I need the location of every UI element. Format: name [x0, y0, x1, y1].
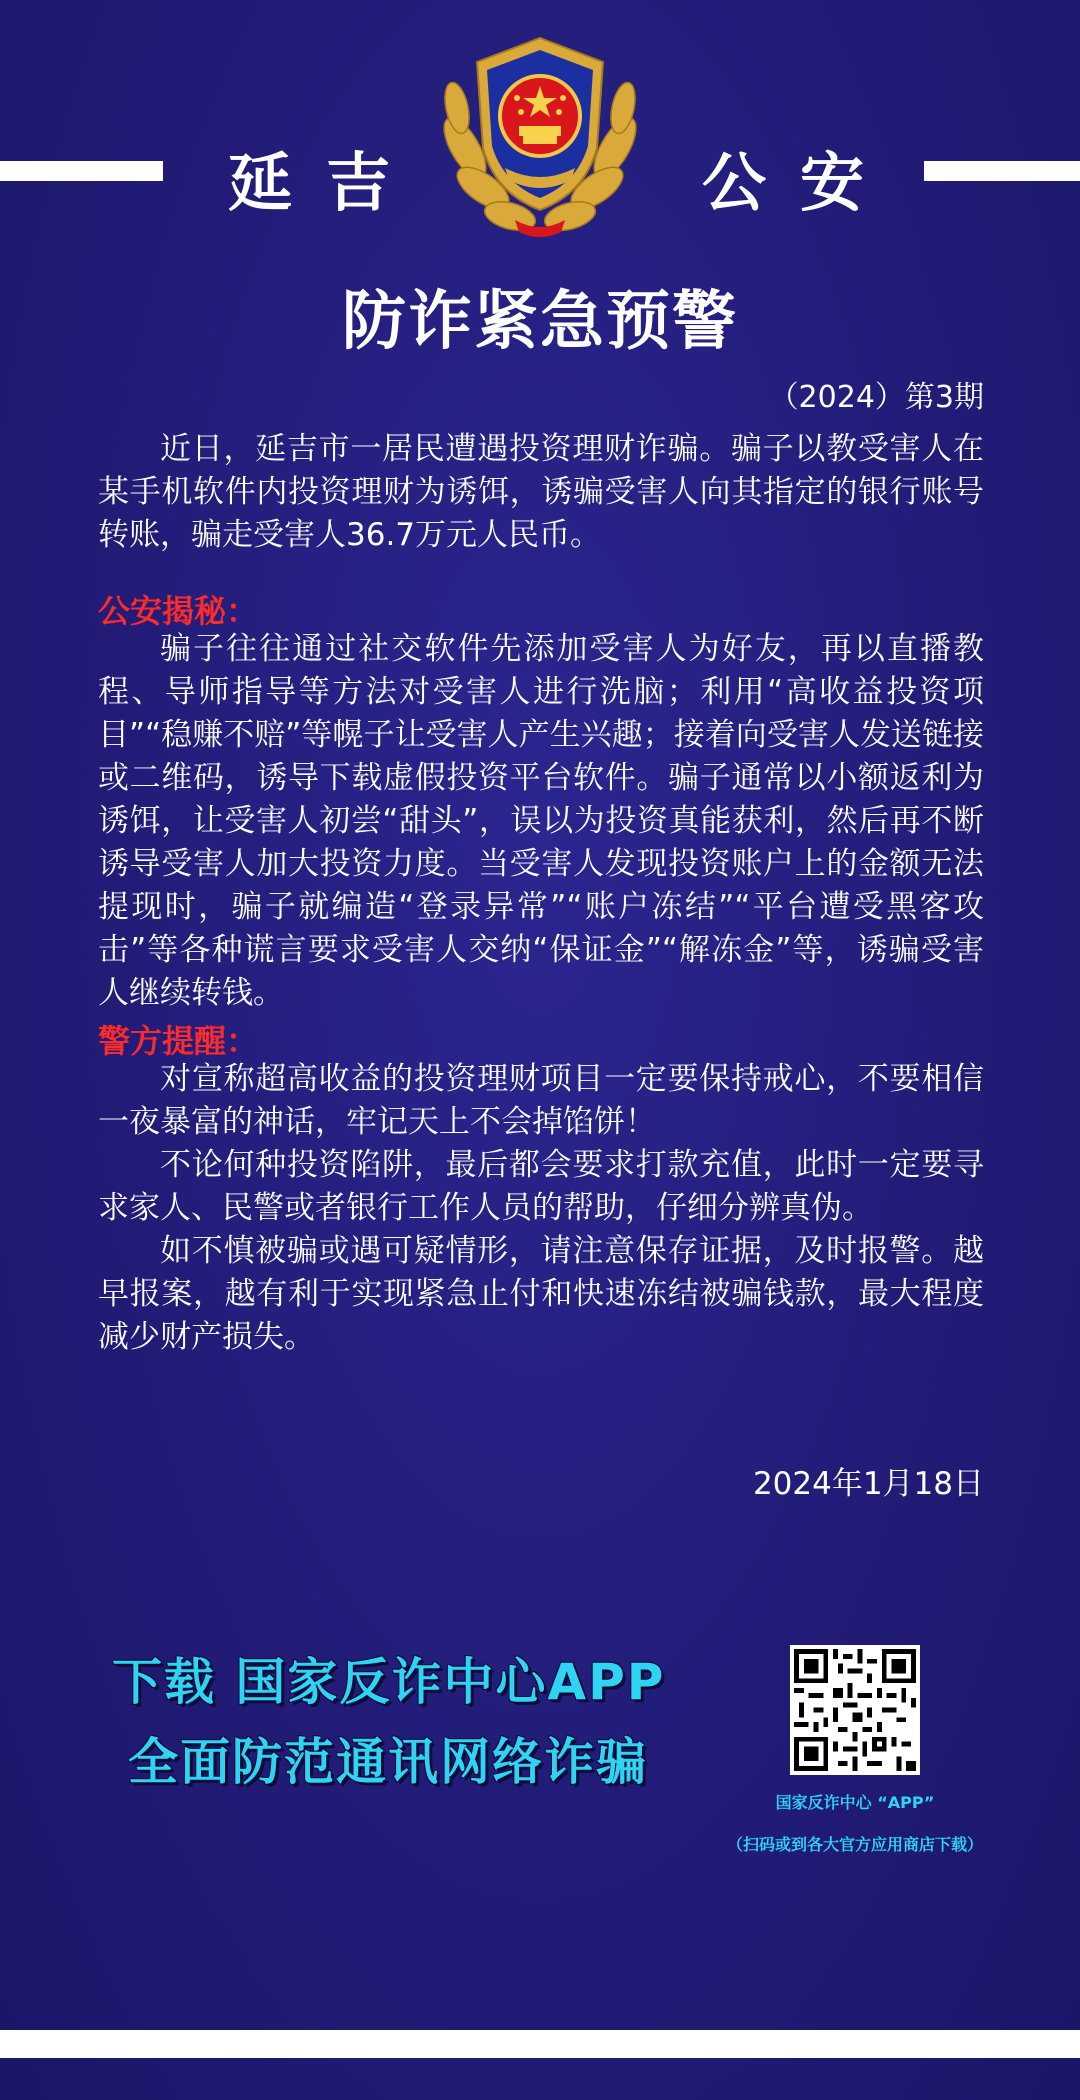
- reminder-paragraph-1: 对宣称超高收益的投资理财项目一定要保持戒心，不要相信一夜暴富的神话，牢记天上不会掉馅饼！: [98, 1061, 984, 1140]
- secret-section: [98, 628, 984, 1015]
- intro-text: 近日，延吉市一居民遭遇投资理财诈骗。骗子以教受害人在某手机软件内投资理财为诱饵，诱骗受害人向其指定的银行账号转账，骗走受害人36.7万元人民币。: [98, 431, 984, 553]
- header-rule-right: [924, 161, 1080, 181]
- qr-caption-note: （扫码或到各大官方应用商店下载）: [726, 1835, 983, 1854]
- intro-paragraph: [98, 428, 984, 557]
- police-emblem-icon: [425, 28, 655, 248]
- qr-code-icon[interactable]: [790, 1645, 920, 1775]
- reminder-section: [98, 1058, 984, 1359]
- secret-text: 骗子往往通过社交软件先添加受害人为好友，再以直播教程、导师指导等方法对受害人进行洗脑；利用“高收益投资项目”“稳赚不赔”等幌子让受害人产生兴趣；接着向受害人发送链接或二维码，诱导下载虚假投资平台软件。骗子通常以小额返利为诱饵，让受害人初尝“甜头”，误以为投资真能获利，然后再不断诱导受害人加大投资力度。当受害人发现投资账户上的金额无法提现时，骗子就编造“登录异常”“账户冻结”“平台遭受黑客攻击”等各种谎言要求受害人交纳“保证金”“解冻金”等，诱骗受害人继续转钱。: [98, 631, 984, 1011]
- bottom-rule: [0, 2030, 1080, 2058]
- issue-date: 2024年1月18日: [752, 1466, 984, 1502]
- header-title-yanji: 延吉: [228, 146, 424, 221]
- header-rule-left: [0, 161, 163, 181]
- section-heading-secret: 公安揭秘：: [98, 592, 259, 630]
- promo-line-2: 全面防范通讯网络诈骗: [128, 1733, 648, 1791]
- reminder-paragraph-2: 不论何种投资陷阱，最后都会要求打款充值，此时一定要寻求家人、民警或者银行工作人员的帮助，仔细分辨真伪。: [98, 1147, 984, 1226]
- section-heading-reminder: 警方提醒：: [98, 1022, 259, 1060]
- promo-line-1: 下载 国家反诈中心APP: [112, 1653, 666, 1711]
- page-title: 防诈紧急预警: [342, 285, 738, 359]
- header-title-gongan: 公安: [702, 146, 898, 221]
- qr-caption-title: 国家反诈中心 “APP”: [775, 1793, 935, 1812]
- issue-number: （2024）第3期: [768, 380, 984, 415]
- reminder-paragraph-3: 如不慎被骗或遇可疑情形，请注意保存证据，及时报警。越早报案，越有利于实现紧急止付和快速冻结被骗钱款，最大程度减少财产损失。: [98, 1233, 984, 1355]
